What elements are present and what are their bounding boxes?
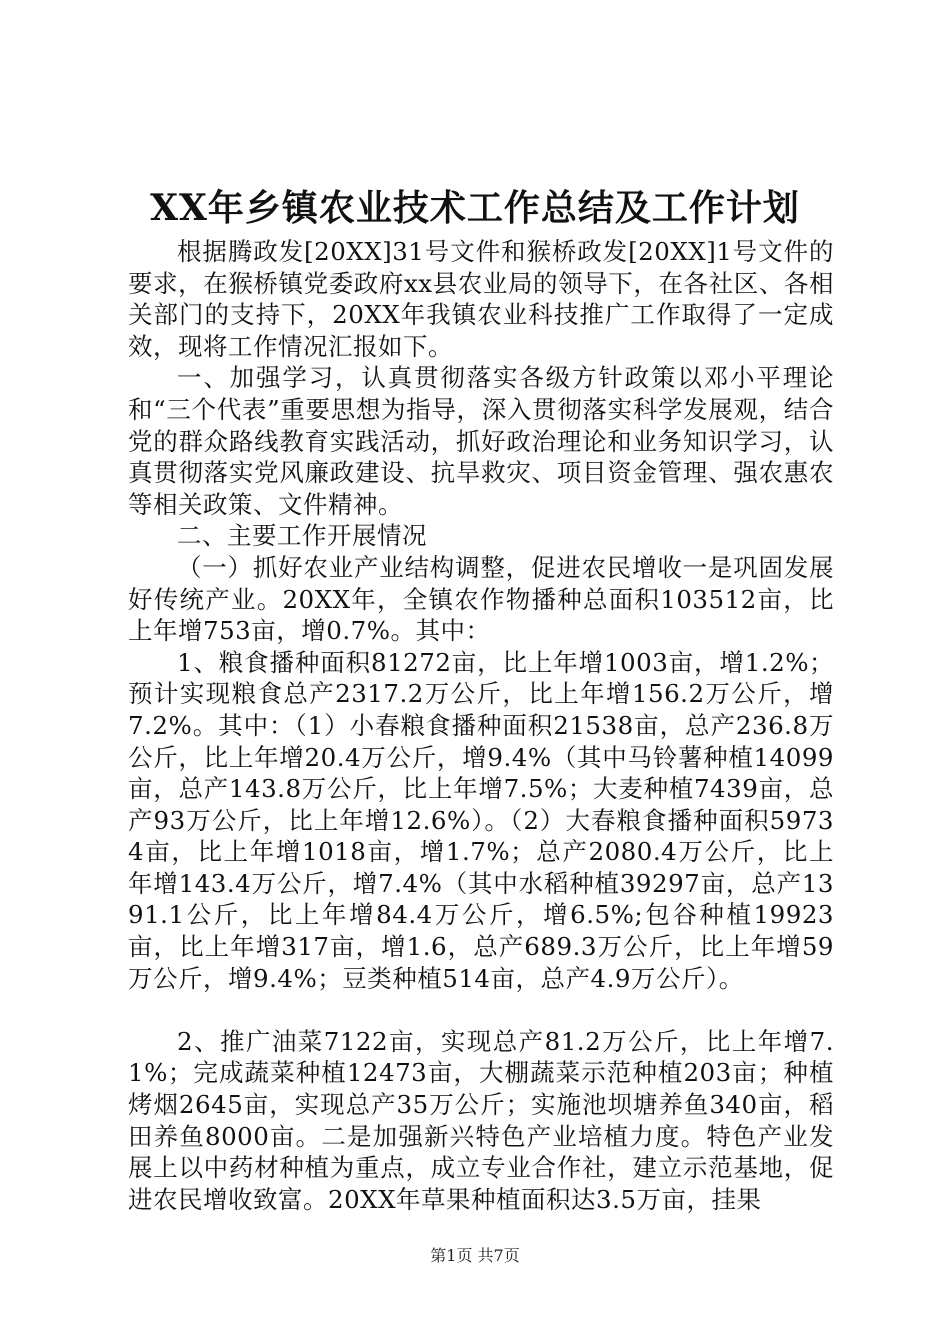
paragraph-study: 一、加强学习，认真贯彻落实各级方针政策以邓小平理论和“三个代表”重要思想为指导，深入贯彻落实科学发展观，结合党的群众路线教育实践活动，抓好政治理论和业务知识学习，认真贯彻落实党风廉政建设、抗旱救灾、项目资金管理、强农惠农等相关政策、文件精神。 (128, 363, 834, 519)
paragraph-structure-adjustment: （一）抓好农业产业结构调整，促进农民增收一是巩固发展好传统产业。20XX年，全镇农作物播种总面积103512亩，比上年增753亩，增0.7%。其中： (128, 552, 834, 646)
document-body (128, 236, 834, 1215)
paragraph-section-heading: 二、主要工作开展情况 (177, 521, 427, 551)
paragraph-rapeseed: 2、推广油菜7122亩，实现总产81.2万公斤，比上年增7.1%；完成蔬菜种植12473亩，大棚蔬菜示范种植203亩；种植烤烟2645亩，实现总产35万公斤；实施池坝塘养鱼340亩，稻田养鱼8000亩。二是加强新兴特色产业培植力度。特色产业发展上以中药材种植为重点，成立专业合作社，建立示范基地，促进农民增收致富。20XX年草果种植面积达3.5万亩，挂果 (128, 1026, 834, 1214)
paragraph-intro: 根据腾政发[20XX]31号文件和猴桥政发[20XX]1号文件的要求，在猴桥镇党委政府xx县农业局的领导下，在各社区、各相关部门的支持下，20XX年我镇农业科技推广工作取得了一定成效，现将工作情况汇报如下。 (128, 237, 834, 361)
paragraph-grain: 1、粮食播种面积81272亩，比上年增1003亩，增1.2%；预计实现粮食总产2317.2万公斤，比上年增156.2万公斤，增7.2%。其中：（1）小春粮食播种面积21538亩，总产236.8万公斤，比上年增20.4万公斤，增9.4%（其中马铃薯种植14099亩，总产143.8万公斤，比上年增7.5%；大麦种植7439亩，总产93万公斤，比上年增12.6%）。（2）大春粮食播种面积59734亩，比上年增1018亩，增1.7%；总产2080.4万公斤，比上年增143.4万公斤，增7.4%（其中水稻种植39297亩，总产1391.1公斤，比上年增84.4万公斤，增6.5%;包谷种植19923亩，比上年增317亩，增1.6，总产689.3万公斤，比上年增59万公斤，增9.4%；豆类种植514亩，总产4.9万公斤）。 (128, 647, 834, 993)
document-title: XX年乡镇农业技术工作总结及工作计划 (150, 187, 800, 229)
page-footer: 第1页 共7页 (430, 1246, 520, 1265)
